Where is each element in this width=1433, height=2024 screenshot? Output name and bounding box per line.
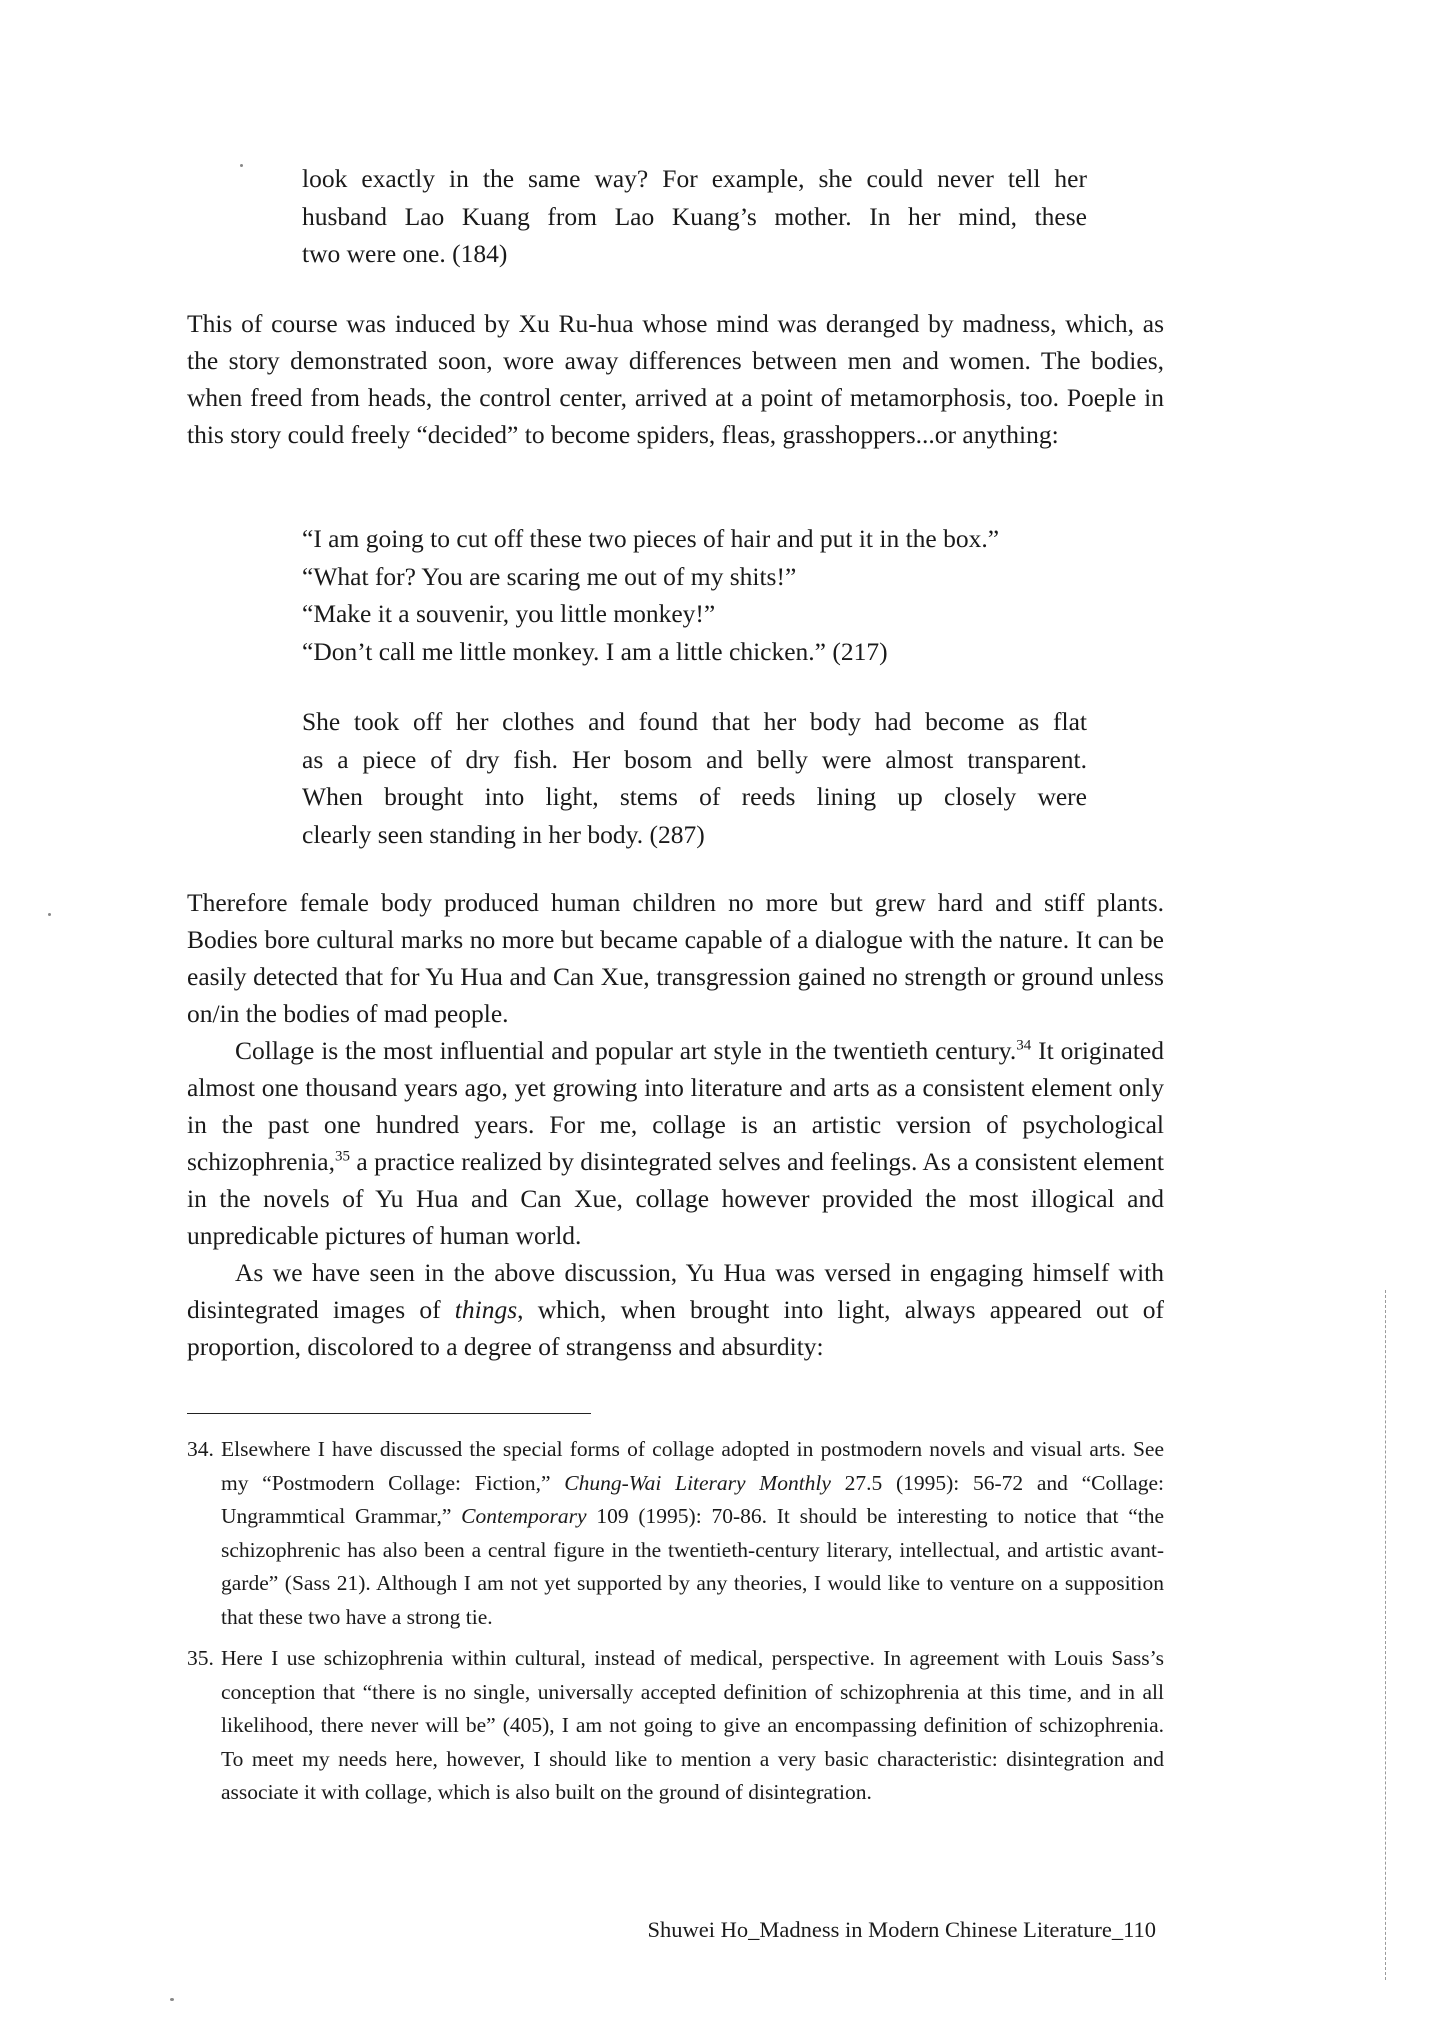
scan-speck [170,1998,174,2001]
quote-line: When brought into light, stems of reeds lining up closely were [302,782,1087,811]
footnote-text: Elsewhere I have discussed the special forms of collage adopted in postmodern novels and visual arts. See my “Postmodern Collage: Fiction,” [221,1437,1164,1495]
footnote-ref: 34 [1016,1037,1032,1054]
footnote-number: 34. [187,1437,214,1461]
footnote-ref: 35 [334,1148,350,1165]
scan-speck [240,164,243,167]
footnote-text: 109 (1995): 70-86. It should be interesting to notice that “the schizophrenic has also been a central figure in the twentieth-century literary, intellectual, and artistic avant-garde” (Sass 21). Although I am not yet supported by any theories, I would like to venture on a supposition that these two have a strong tie. [221,1504,1164,1629]
scan-edge-artifact [1385,1290,1386,1980]
paragraph-text: , which, when brought into light, always appeared out of proportion, discolored to a degree of strangenss and absurdity: [187,1295,1164,1361]
quote-line: “Don’t call me little monkey. I am a little chicken.” (217) [302,636,888,666]
quote-line: “Make it a souvenir, you little monkey!” [302,599,716,628]
footnote-separator [187,1413,591,1414]
block-quote-dialogue [302,520,1087,670]
footnote-35 [187,1642,1164,1810]
quote-line: as a piece of dry fish. Her bosom and belly were almost transparent. [302,744,1087,774]
emphasis-text: things [454,1295,518,1324]
footnotes [187,1433,1164,1818]
paragraph-text: This of course was induced by Xu Ru-hua whose mind was deranged by madness, which, as the story demonstrated soon, wore away differences between men and women. The bodies, when freed from heads, the control center, arrived at a point of metamorphosis, too. Poeple in this story could freely “decided” to become spiders, fleas, grasshoppers...or anything: [187,309,1164,449]
body-paragraph-2: Therefore female body produced human children no more but grew hard and stiff plants. Bodies bore cultural marks no more but became capable of a dialogue with the nature. It can be easily detected that for Yu Hua and Can Xue, transgression gained no strength or ground unless on/in the bodies of mad people. [187,888,1164,1028]
block-quote-top [302,160,1087,273]
body-paragraph-4 [187,1254,1164,1365]
body-paragraph-3 [187,1032,1164,1254]
footnote-text: 27.5 (1995): 56-72 and “Collage: Ungrammtical Grammar,” [221,1470,1164,1528]
block-quote-body [302,703,1087,853]
quote-line: clearly seen standing in her body. (287) [302,819,705,849]
paragraph-text: a practice realized by disintegrated selves and feelings. As a consistent element in the novels of Yu Hua and Can Xue, collage however provided the most illogical and unpredicable pictures of human world. [187,1147,1164,1250]
footnote-title: Chung-Wai Literary Monthly [564,1470,831,1495]
paragraph-text: Collage is the most influential and popular art style in the twentieth century. [235,1036,1017,1065]
footnote-text: Here I use schizophrenia within cultural, instead of medical, perspective. In agreement with Louis Sass’s conception that “there is no single, universally accepted definition of schizophrenia at this time, and in all likelihood, there never will be” (405), I am not going to give an encompassing definition of schizophrenia. To meet my needs here, however, I should like to mention a very basic characteristic: disintegration and associate it with collage, which is also built on the ground of disintegration. [221,1646,1164,1804]
scan-speck [48,913,51,916]
body-text-main [187,884,1164,1365]
quote-line: two were one. (184) [302,239,508,268]
paragraph-text: It originated almost one thousand years ago, yet growing into literature and arts as a consistent element only in the past one hundred years. For me, collage is an artistic version of psychological schizophrenia, [187,1036,1164,1176]
quote-line: She took off her clothes and found that her body had become as flat [302,707,1087,736]
footnote-title: Contemporary [461,1504,587,1528]
body-paragraph-1 [187,305,1164,453]
page-footer: Shuwei Ho_Madness in Modern Chinese Literature_110 [647,1917,1156,1942]
quote-line: husband Lao Kuang from Lao Kuang’s mother. In her mind, these [302,201,1087,231]
quote-line: “I am going to cut off these two pieces of hair and put it in the box.” [302,524,1000,553]
quote-line: look exactly in the same way? For example, she could never tell her [302,164,1087,193]
paragraph-text: As we have seen in the above discussion, Yu Hua was versed in engaging himself with disintegrated images of [187,1258,1164,1324]
footnote-34 [187,1433,1164,1634]
footnote-number: 35. [187,1646,214,1670]
quote-line: “What for? You are scaring me out of my shits!” [302,561,797,591]
